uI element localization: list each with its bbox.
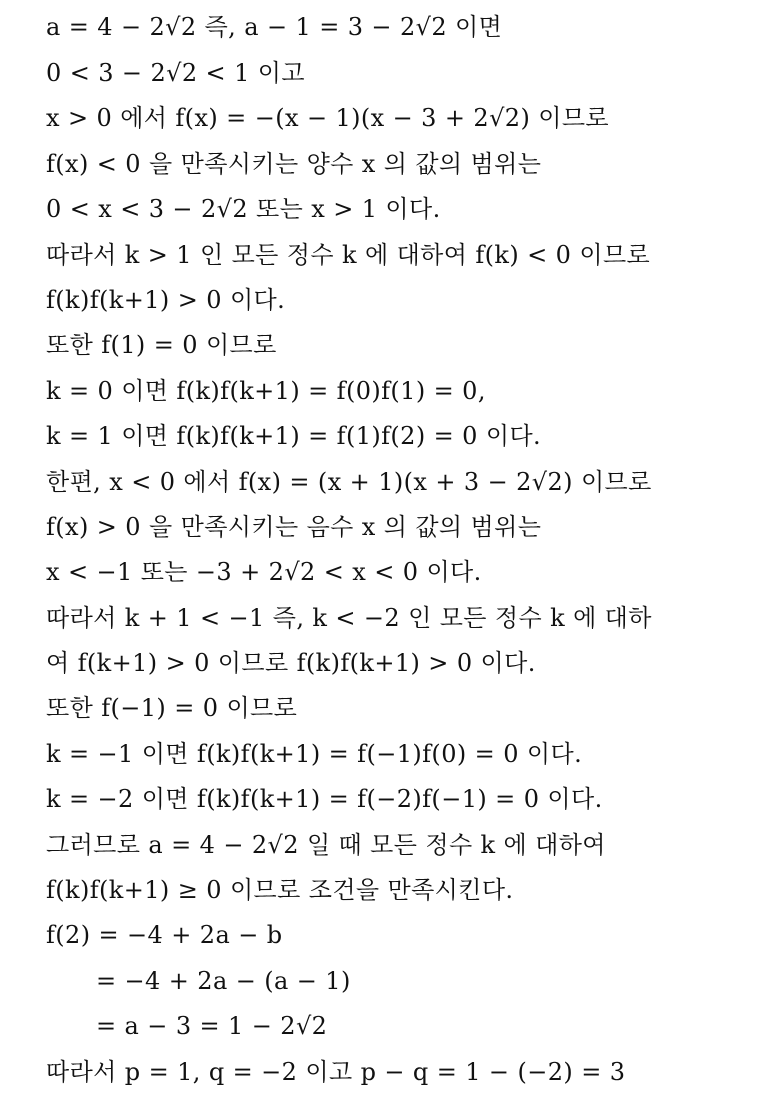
solution-line-continued: = a − 3 = 1 − 2√2 [96, 1012, 328, 1040]
solution-line: f(2) = −4 + 2a − b [46, 921, 283, 949]
solution-line: 그러므로 a = 4 − 2√2 일 때 모든 정수 k 에 대하여 [46, 831, 606, 859]
solution-line-continued: = −4 + 2a − (a − 1) [96, 967, 351, 995]
solution-line: f(x) > 0 을 만족시키는 음수 x 의 값의 범위는 [46, 513, 542, 541]
solution-line: k = −2 이면 f(k)f(k+1) = f(−2)f(−1) = 0 이다. [46, 785, 603, 813]
solution-line: 또한 f(−1) = 0 이므로 [46, 694, 298, 722]
solution-line: f(k)f(k+1) ≥ 0 이므로 조건을 만족시킨다. [46, 876, 514, 904]
solution-line: a = 4 − 2√2 즉, a − 1 = 3 − 2√2 이면 [46, 13, 503, 41]
solution-line: x > 0 에서 f(x) = −(x − 1)(x − 3 + 2√2) 이므로 [46, 104, 609, 132]
solution-line: 0 < x < 3 − 2√2 또는 x > 1 이다. [46, 195, 441, 223]
solution-line: 0 < 3 − 2√2 < 1 이고 [46, 59, 305, 87]
solution-line: 따라서 k > 1 인 모든 정수 k 에 대하여 f(k) < 0 이므로 [46, 241, 651, 269]
solution-line: f(x) < 0 을 만족시키는 양수 x 의 값의 범위는 [46, 150, 542, 178]
solution-line: k = −1 이면 f(k)f(k+1) = f(−1)f(0) = 0 이다. [46, 740, 583, 768]
solution-line: f(k)f(k+1) > 0 이다. [46, 286, 286, 314]
solution-line: k = 1 이면 f(k)f(k+1) = f(1)f(2) = 0 이다. [46, 422, 542, 450]
solution-line: k = 0 이면 f(k)f(k+1) = f(0)f(1) = 0, [46, 377, 486, 405]
solution-line: 따라서 p = 1, q = −2 이고 p − q = 1 − (−2) = 3 [46, 1058, 626, 1086]
solution-line: 여 f(k+1) > 0 이므로 f(k)f(k+1) > 0 이다. [46, 649, 536, 677]
solution-line: 한편, x < 0 에서 f(x) = (x + 1)(x + 3 − 2√2) 이므로 [46, 468, 652, 496]
solution-line: 또한 f(1) = 0 이므로 [46, 331, 277, 359]
solution-line: x < −1 또는 −3 + 2√2 < x < 0 이다. [46, 558, 482, 586]
solution-line: 따라서 k + 1 < −1 즉, k < −2 인 모든 정수 k 에 대하 [46, 604, 652, 632]
